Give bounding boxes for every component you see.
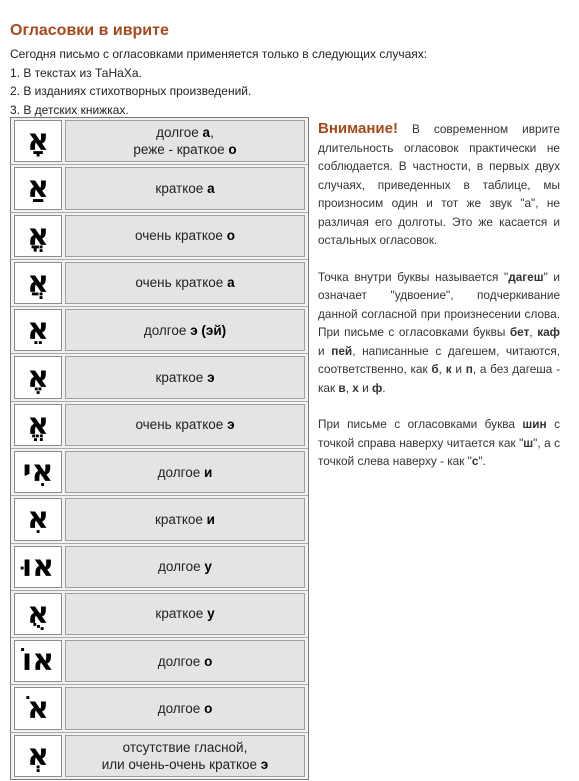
vowel-sound: и: [206, 511, 215, 527]
vowel-description: [65, 451, 305, 493]
vowel-symbol-cell: [14, 735, 62, 777]
vowel-symbol-cell: [14, 498, 62, 540]
note-text: .: [382, 380, 386, 395]
description-line: [155, 180, 214, 197]
emphasis-term: п: [465, 362, 473, 376]
note-text: ".: [478, 454, 486, 468]
vowel-symbol: אֳ: [27, 217, 49, 253]
vowel-symbol: אוּ: [21, 548, 55, 584]
vowel-symbol: אֻ: [27, 595, 49, 631]
vowel-row: [11, 733, 308, 779]
emphasis-term: к: [445, 362, 452, 376]
description-text: долгое: [158, 559, 205, 575]
description-line: [158, 558, 212, 575]
description-text: реже - краткое: [133, 142, 229, 158]
vowel-symbol: אִי: [22, 454, 54, 490]
description-line: [158, 700, 213, 717]
vowel-description: [65, 262, 305, 304]
vowel-sound: а: [207, 180, 215, 196]
emphasis-term: каф: [537, 325, 560, 339]
note-text: ,: [529, 325, 538, 339]
case-item: 1. В текстах из ТаНаХа.: [10, 65, 142, 80]
note-text: При письме с огласовками буква: [318, 417, 523, 431]
warning-label: Внимание!: [318, 120, 398, 137]
vowel-symbol: אֹ: [27, 690, 49, 726]
vowel-sound: о: [228, 142, 237, 158]
vowel-description: [65, 167, 305, 209]
description-line: [155, 605, 214, 622]
description-line: [102, 756, 269, 773]
vowel-row: [11, 307, 308, 354]
vowel-description: [65, 546, 305, 588]
vowel-description: [65, 640, 305, 682]
vowel-sound: у: [204, 559, 212, 575]
vowel-sound: о: [204, 653, 213, 669]
description-line: [155, 511, 215, 528]
emphasis-term: в: [338, 380, 346, 395]
vowel-symbol: אָ: [27, 123, 49, 159]
emphasis-term: х: [352, 380, 359, 395]
description-line: [135, 274, 234, 291]
note-text: и: [451, 362, 466, 376]
description-text: очень краткое: [135, 417, 228, 433]
vowel-symbol: אֲ: [27, 264, 49, 300]
vowel-row: [11, 354, 308, 401]
description-suffix: ,: [210, 125, 214, 141]
vowel-symbol-cell: [14, 404, 62, 446]
vowel-sound: а: [227, 275, 235, 291]
intro-block: [10, 45, 427, 119]
vowel-description: [65, 735, 305, 777]
vowel-description: [65, 215, 305, 257]
emphasis-term: дагеш: [508, 269, 544, 284]
emphasis-term: бет: [509, 325, 530, 339]
vowel-symbol-cell: [14, 309, 62, 351]
note-text: Точка внутри буквы называется ": [318, 269, 509, 284]
vowel-table: [10, 117, 309, 780]
vowel-sound: э: [207, 370, 215, 386]
vowel-row: [11, 685, 308, 732]
vowel-sound: а: [202, 125, 211, 141]
intro-text: Сегодня письмо с огласовками применяется только в следующих случаях:: [10, 47, 428, 61]
vowel-symbol: אְ: [27, 737, 49, 773]
vowel-symbol: אֱ: [27, 406, 49, 442]
emphasis-term: с: [471, 454, 479, 468]
note-text: " и означает "удвоение", подчеркивание данной согласной при произнесении слова. При письме с огласовками буквы: [318, 269, 560, 339]
note-text: ,: [438, 362, 446, 376]
description-text: очень краткое: [135, 275, 228, 291]
vowel-symbol: אֶ: [27, 359, 49, 395]
note-dagesh: [318, 268, 560, 398]
warning-text: В современном иврите длительность огласовок практически не соблюдается. В частности, в первых двух случаях, приведенных в таблице, мы произносим один и тот же звук "а", не различая его долготы. Это же касается и остальных огласовок.: [318, 122, 560, 247]
case-item: 2. В изданиях стихотворных произведений.: [10, 84, 252, 98]
vowel-row: [11, 449, 308, 496]
vowel-symbol-cell: [14, 120, 62, 162]
vowel-sound: о: [226, 228, 235, 244]
vowel-symbol: אַ: [27, 170, 49, 206]
vowel-symbol: אֵ: [27, 312, 49, 348]
description-line: [123, 739, 248, 756]
vowel-description: [65, 120, 305, 162]
vowel-sound: э: [260, 756, 269, 772]
vowel-symbol-cell: [14, 356, 62, 398]
vowel-sound: о: [204, 701, 213, 717]
emphasis-term: б: [431, 362, 439, 376]
vowel-description: [65, 593, 305, 635]
emphasis-term: ф: [371, 380, 383, 395]
vowel-row: [11, 591, 308, 638]
description-text: отсутствие гласной,: [122, 739, 248, 755]
description-text: краткое: [155, 511, 207, 527]
note-text: ", а с точкой слева наверху - как ": [318, 435, 561, 468]
vowel-symbol: אִ: [27, 501, 49, 537]
description-text: очень краткое: [135, 228, 227, 244]
note-text: с точкой справа наверху читается как ": [318, 417, 560, 450]
vowel-symbol-cell: [14, 262, 62, 304]
vowel-symbol: אוֹ: [21, 643, 55, 679]
description-text: долгое: [157, 701, 205, 717]
note-text: ,: [345, 380, 353, 395]
note-warning: [318, 120, 560, 250]
case-item: 3. В детских книжках.: [10, 102, 129, 117]
vowel-row: [11, 402, 308, 449]
description-line: [133, 141, 236, 158]
note-shin: [318, 415, 560, 471]
description-text: краткое: [155, 180, 208, 196]
vowel-row: [11, 638, 308, 685]
vowel-description: [65, 687, 305, 729]
vowel-row: [11, 260, 308, 307]
vowel-row: [11, 213, 308, 260]
vowel-symbol-cell: [14, 167, 62, 209]
description-line: [155, 369, 214, 386]
vowel-row: [11, 544, 308, 591]
vowel-row: [11, 496, 308, 543]
description-text: долгое: [157, 653, 205, 669]
vowel-description: [65, 309, 305, 351]
vowel-description: [65, 356, 305, 398]
vowel-description: [65, 404, 305, 446]
page-title: Огласовки в иврите: [10, 22, 169, 39]
vowel-symbol-cell: [14, 546, 62, 588]
vowel-symbol-cell: [14, 640, 62, 682]
vowel-sound: э: [227, 417, 235, 433]
vowel-sound: и: [204, 464, 213, 480]
description-text: долгое: [156, 125, 203, 141]
vowel-row: [11, 165, 308, 212]
vowel-description: [65, 498, 305, 540]
vowel-symbol-cell: [14, 451, 62, 493]
vowel-sound: э (эй): [190, 322, 227, 338]
note-text: и: [358, 380, 372, 395]
description-text: краткое: [155, 606, 208, 622]
vowel-sound: у: [207, 606, 215, 622]
description-line: [156, 124, 214, 141]
note-text: и: [318, 343, 332, 358]
vowel-symbol-cell: [14, 593, 62, 635]
emphasis-term: ш: [523, 435, 534, 450]
description-text: долгое: [143, 322, 191, 338]
side-notes: [318, 120, 560, 489]
description-line: [158, 464, 213, 481]
description-text: или очень-очень краткое: [101, 756, 261, 772]
vowel-symbol-cell: [14, 215, 62, 257]
vowel-row: [11, 118, 308, 165]
description-text: краткое: [155, 370, 208, 386]
description-text: долгое: [157, 464, 205, 480]
vowel-symbol-cell: [14, 687, 62, 729]
description-line: [135, 416, 234, 433]
description-line: [135, 227, 235, 244]
emphasis-term: пей: [331, 343, 353, 358]
description-line: [144, 322, 226, 339]
description-line: [158, 653, 213, 670]
emphasis-term: шин: [522, 417, 547, 431]
note-text: , а без дагеша - как: [318, 362, 560, 395]
note-text: , написанные с дагешем, читаются, соответственно, как: [318, 343, 560, 376]
